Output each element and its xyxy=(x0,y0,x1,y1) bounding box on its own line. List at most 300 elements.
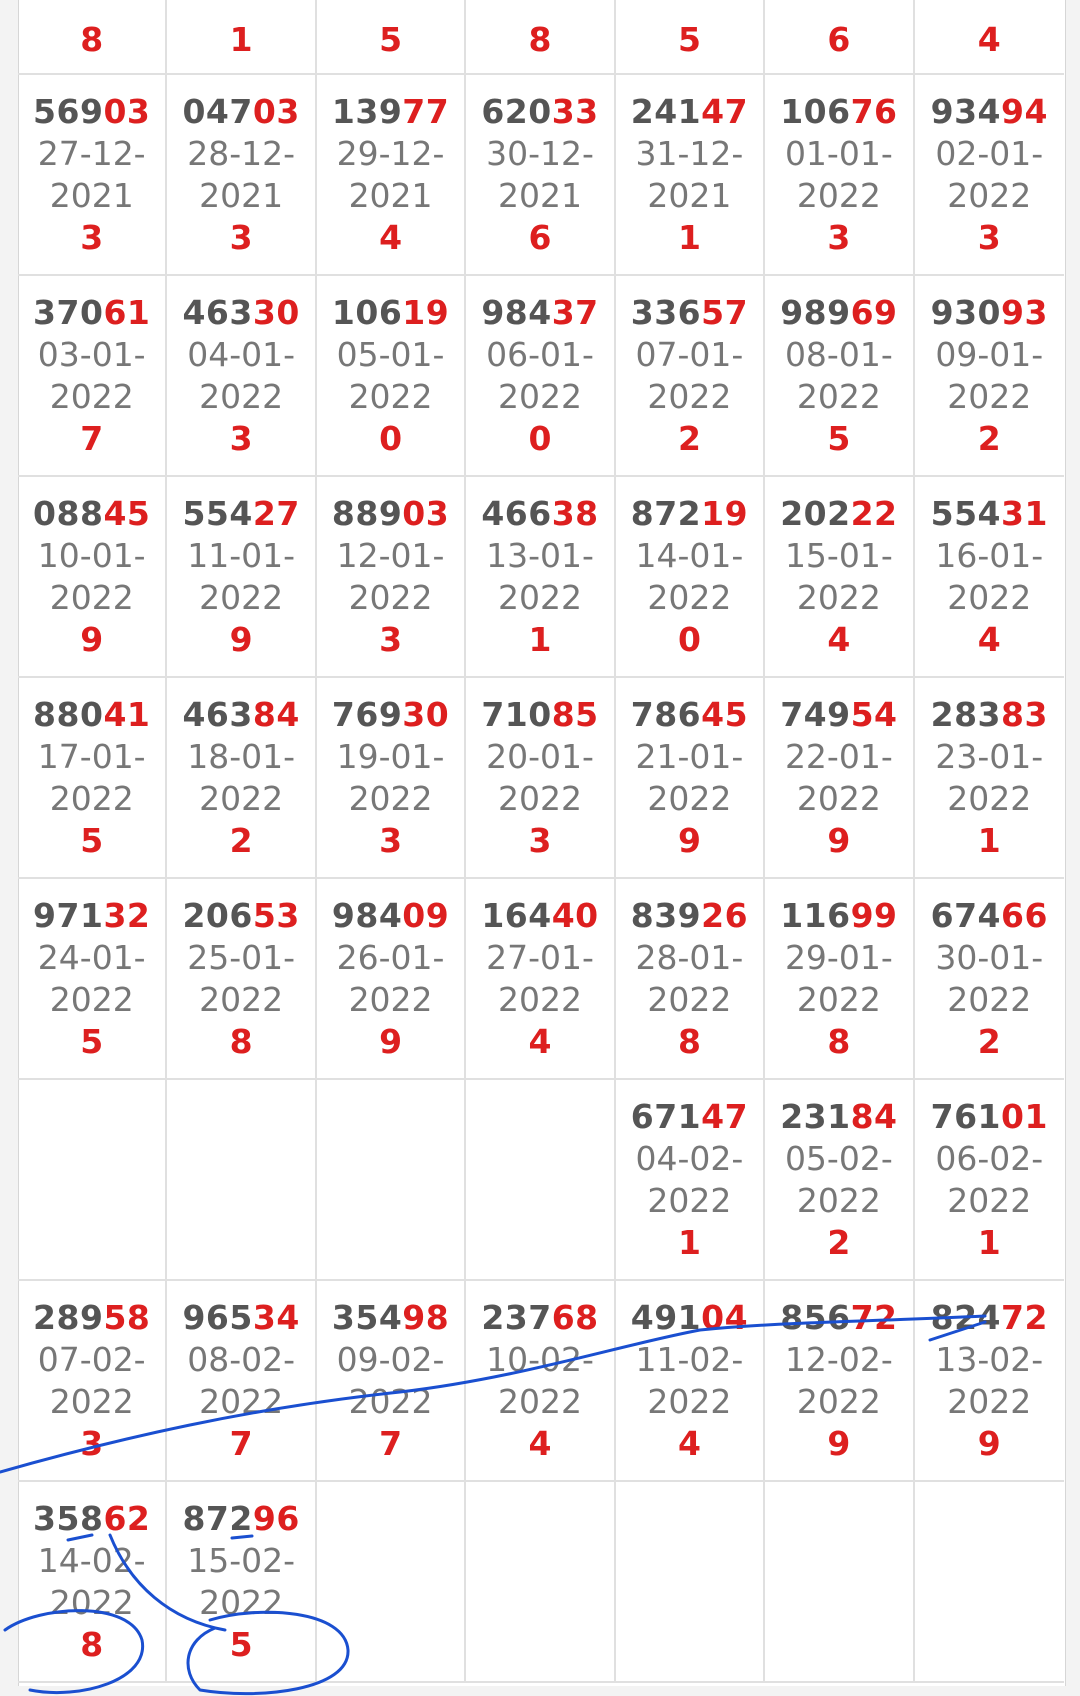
cell-sum: 5 xyxy=(827,418,851,458)
result-date-day-month: 11-02- xyxy=(635,1339,744,1379)
result-number xyxy=(780,694,897,736)
number-suffix: 61 xyxy=(103,292,151,332)
result-cell xyxy=(18,1281,167,1482)
result-date-day-month: 13-01- xyxy=(486,535,594,575)
number-prefix: 620 xyxy=(481,91,552,131)
result-cell xyxy=(18,276,167,477)
result-cell xyxy=(167,879,316,1080)
number-suffix: 53 xyxy=(252,895,300,935)
cell-sum: 3 xyxy=(528,820,552,860)
result-cell xyxy=(616,1281,765,1482)
cell-sum: 8 xyxy=(827,1021,851,1061)
number-suffix: 72 xyxy=(850,1297,898,1337)
result-date-year: 2021 xyxy=(49,175,134,215)
result-date-year: 2022 xyxy=(498,376,582,416)
result-date-day-month: 09-01- xyxy=(935,334,1044,374)
number-prefix: 674 xyxy=(930,895,1001,935)
number-prefix: 786 xyxy=(630,694,702,734)
result-number xyxy=(332,493,449,535)
result-date-year: 2021 xyxy=(498,175,582,215)
result-date-year: 2022 xyxy=(348,1381,433,1421)
number-suffix: 31 xyxy=(1001,493,1048,533)
result-cell xyxy=(616,477,765,678)
number-prefix: 749 xyxy=(780,694,851,734)
result-cell xyxy=(466,276,615,477)
number-suffix: 03 xyxy=(402,493,450,533)
result-number xyxy=(931,895,1048,937)
number-prefix: 989 xyxy=(780,292,851,332)
number-suffix: 96 xyxy=(252,1498,300,1538)
number-suffix: 04 xyxy=(701,1297,749,1337)
cell-sum: 3 xyxy=(229,418,253,458)
result-cell xyxy=(765,477,914,678)
result-date-day-month: 08-02- xyxy=(187,1339,296,1379)
result-date-year: 2022 xyxy=(947,979,1032,1019)
result-cell xyxy=(616,75,765,276)
number-suffix: 54 xyxy=(850,694,898,734)
result-date-day-month: 07-01- xyxy=(635,334,744,374)
number-prefix: 370 xyxy=(33,292,104,332)
number-prefix: 206 xyxy=(182,895,253,935)
result-number xyxy=(631,1096,748,1138)
number-prefix: 554 xyxy=(182,493,253,533)
number-suffix: 69 xyxy=(850,292,898,332)
result-date-year: 2021 xyxy=(199,175,284,215)
cell-sum: 1 xyxy=(977,1222,1001,1262)
result-date-day-month: 10-02- xyxy=(486,1339,594,1379)
result-cell xyxy=(915,879,1064,1080)
number-prefix: 354 xyxy=(331,1297,403,1337)
number-suffix: 30 xyxy=(402,694,450,734)
empty-cell xyxy=(317,1482,466,1683)
cell-sum: 3 xyxy=(977,217,1001,257)
empty-cell xyxy=(466,1482,615,1683)
number-prefix: 761 xyxy=(930,1096,1001,1136)
cell-sum: 3 xyxy=(80,1423,104,1463)
cell-sum: 5 xyxy=(229,1624,253,1664)
number-prefix: 139 xyxy=(331,91,403,131)
result-date-day-month: 05-02- xyxy=(784,1138,893,1178)
cell-sum: 4 xyxy=(827,619,851,659)
number-suffix: 33 xyxy=(551,91,599,131)
result-cell xyxy=(616,1080,765,1281)
number-suffix: 76 xyxy=(850,91,898,131)
result-date-year: 2022 xyxy=(348,979,433,1019)
result-date-day-month: 03-01- xyxy=(37,334,146,374)
result-number xyxy=(182,1297,299,1339)
result-date-year: 2022 xyxy=(647,778,732,818)
result-cell xyxy=(167,1281,316,1482)
result-date-year: 2022 xyxy=(647,1381,732,1421)
empty-cell xyxy=(915,1482,1064,1683)
cell-sum: 9 xyxy=(827,1423,851,1463)
partial-cell xyxy=(317,0,466,75)
result-number xyxy=(931,493,1048,535)
result-date-year: 2022 xyxy=(49,979,134,1019)
result-number xyxy=(631,1297,748,1339)
partial-cell xyxy=(167,0,316,75)
result-number xyxy=(481,694,598,736)
cell-sum: 9 xyxy=(977,1423,1001,1463)
number-prefix: 358 xyxy=(33,1498,104,1538)
cell-sum: 5 xyxy=(379,20,403,59)
number-prefix: 984 xyxy=(331,895,403,935)
result-date-year: 2022 xyxy=(49,1582,134,1622)
result-date-year: 2022 xyxy=(947,175,1032,215)
result-date-day-month: 23-01- xyxy=(935,736,1044,776)
result-cell xyxy=(616,276,765,477)
number-suffix: 85 xyxy=(551,694,599,734)
empty-cell xyxy=(616,1482,765,1683)
result-cell xyxy=(616,678,765,879)
number-suffix: 93 xyxy=(1001,292,1048,332)
cell-sum: 9 xyxy=(827,820,851,860)
number-prefix: 289 xyxy=(33,1297,104,1337)
number-suffix: 30 xyxy=(252,292,300,332)
number-prefix: 088 xyxy=(33,493,104,533)
number-prefix: 554 xyxy=(930,493,1001,533)
cell-sum: 4 xyxy=(977,20,1001,59)
result-date-day-month: 02-01- xyxy=(935,133,1044,173)
result-number xyxy=(33,292,150,334)
result-cell xyxy=(466,678,615,879)
number-suffix: 58 xyxy=(103,1297,151,1337)
cell-sum: 2 xyxy=(827,1222,851,1262)
result-number xyxy=(332,1297,449,1339)
result-cell xyxy=(915,1281,1064,1482)
empty-cell xyxy=(765,1482,914,1683)
result-number xyxy=(332,91,449,133)
result-date-year: 2022 xyxy=(49,376,134,416)
cell-sum: 9 xyxy=(379,1021,403,1061)
cell-sum: 8 xyxy=(80,20,104,59)
partial-cell xyxy=(18,0,167,75)
result-cell xyxy=(317,879,466,1080)
result-date-day-month: 24-01- xyxy=(37,937,146,977)
result-cell xyxy=(167,1482,316,1683)
cell-sum: 3 xyxy=(827,217,851,257)
result-date-day-month: 15-01- xyxy=(784,535,893,575)
number-suffix: 57 xyxy=(701,292,749,332)
result-cell xyxy=(765,1080,914,1281)
result-date-day-month: 09-02- xyxy=(336,1339,445,1379)
result-cell xyxy=(466,75,615,276)
result-number xyxy=(481,91,598,133)
result-number xyxy=(780,895,897,937)
cell-sum: 6 xyxy=(528,217,552,257)
result-date-year: 2022 xyxy=(647,979,732,1019)
result-cell xyxy=(915,75,1064,276)
cell-sum: 8 xyxy=(677,1021,701,1061)
results-grid xyxy=(18,0,1064,1683)
cell-sum: 1 xyxy=(229,20,253,59)
cell-sum: 7 xyxy=(229,1423,253,1463)
result-number xyxy=(631,895,748,937)
result-cell xyxy=(915,1080,1064,1281)
result-cell xyxy=(765,75,914,276)
result-cell xyxy=(466,879,615,1080)
number-suffix: 27 xyxy=(252,493,300,533)
result-date-day-month: 29-01- xyxy=(784,937,893,977)
result-number xyxy=(182,292,299,334)
result-number xyxy=(481,895,598,937)
number-prefix: 930 xyxy=(930,292,1001,332)
number-prefix: 106 xyxy=(331,292,403,332)
number-prefix: 106 xyxy=(780,91,851,131)
cell-sum: 9 xyxy=(677,820,701,860)
result-date-year: 2022 xyxy=(199,1582,284,1622)
number-prefix: 283 xyxy=(930,694,1001,734)
partial-cell xyxy=(915,0,1064,75)
number-suffix: 98 xyxy=(402,1297,450,1337)
result-number xyxy=(33,1498,150,1540)
number-suffix: 19 xyxy=(701,493,749,533)
result-cell xyxy=(317,477,466,678)
result-number xyxy=(780,1297,897,1339)
result-date-day-month: 12-01- xyxy=(336,535,445,575)
result-date-day-month: 31-12- xyxy=(635,133,744,173)
result-date-year: 2022 xyxy=(49,1381,134,1421)
result-cell xyxy=(167,678,316,879)
result-date-day-month: 13-02- xyxy=(935,1339,1044,1379)
result-number xyxy=(780,91,897,133)
cell-sum: 5 xyxy=(677,20,701,59)
result-cell xyxy=(915,477,1064,678)
result-date-year: 2022 xyxy=(348,577,433,617)
result-number xyxy=(33,91,150,133)
number-prefix: 047 xyxy=(182,91,253,131)
number-suffix: 40 xyxy=(551,895,599,935)
number-prefix: 880 xyxy=(33,694,104,734)
number-prefix: 336 xyxy=(630,292,702,332)
result-cell xyxy=(167,276,316,477)
number-suffix: 99 xyxy=(850,895,898,935)
number-suffix: 68 xyxy=(551,1297,599,1337)
number-suffix: 37 xyxy=(551,292,599,332)
number-suffix: 72 xyxy=(1001,1297,1048,1337)
cell-sum: 1 xyxy=(677,217,701,257)
result-cell xyxy=(466,1281,615,1482)
number-prefix: 202 xyxy=(780,493,851,533)
result-date-year: 2022 xyxy=(947,1180,1032,1220)
result-number xyxy=(33,493,150,535)
result-number xyxy=(182,895,299,937)
empty-cell xyxy=(466,1080,615,1281)
result-date-day-month: 30-01- xyxy=(935,937,1044,977)
result-number xyxy=(182,694,299,736)
cell-sum: 4 xyxy=(677,1423,701,1463)
result-date-day-month: 30-12- xyxy=(486,133,594,173)
result-number xyxy=(33,895,150,937)
number-prefix: 839 xyxy=(630,895,702,935)
result-number xyxy=(631,91,748,133)
result-cell xyxy=(167,75,316,276)
result-number xyxy=(631,493,748,535)
cell-sum: 1 xyxy=(977,820,1001,860)
result-cell xyxy=(765,678,914,879)
result-number xyxy=(931,91,1048,133)
number-suffix: 77 xyxy=(402,91,450,131)
result-date-year: 2022 xyxy=(796,979,881,1019)
number-prefix: 463 xyxy=(182,694,253,734)
result-date-year: 2022 xyxy=(498,979,582,1019)
number-prefix: 971 xyxy=(33,895,104,935)
number-prefix: 116 xyxy=(780,895,851,935)
result-date-year: 2022 xyxy=(947,376,1032,416)
number-suffix: 01 xyxy=(1001,1096,1048,1136)
result-cell xyxy=(167,477,316,678)
result-number xyxy=(33,1297,150,1339)
result-cell xyxy=(317,276,466,477)
result-number xyxy=(182,1498,299,1540)
result-date-year: 2022 xyxy=(796,1381,881,1421)
number-suffix: 19 xyxy=(402,292,450,332)
partial-cell xyxy=(616,0,765,75)
cell-sum: 9 xyxy=(80,619,104,659)
result-date-day-month: 22-01- xyxy=(784,736,893,776)
result-number xyxy=(780,493,897,535)
number-prefix: 769 xyxy=(331,694,403,734)
result-cell xyxy=(18,1482,167,1683)
result-number xyxy=(631,694,748,736)
result-number xyxy=(931,292,1048,334)
result-date-day-month: 25-01- xyxy=(187,937,296,977)
number-prefix: 934 xyxy=(930,91,1001,131)
number-suffix: 94 xyxy=(1001,91,1048,131)
result-date-day-month: 04-01- xyxy=(187,334,296,374)
result-cell xyxy=(317,75,466,276)
number-prefix: 164 xyxy=(481,895,552,935)
result-number xyxy=(481,493,598,535)
number-suffix: 45 xyxy=(701,694,749,734)
result-number xyxy=(33,694,150,736)
result-date-year: 2022 xyxy=(49,778,134,818)
result-date-day-month: 07-02- xyxy=(37,1339,146,1379)
cell-sum: 3 xyxy=(379,619,403,659)
cell-sum: 8 xyxy=(80,1624,104,1664)
result-date-year: 2022 xyxy=(199,577,284,617)
number-prefix: 463 xyxy=(182,292,253,332)
cell-sum: 0 xyxy=(528,418,552,458)
result-date-day-month: 15-02- xyxy=(187,1540,296,1580)
number-prefix: 710 xyxy=(481,694,552,734)
result-date-day-month: 10-01- xyxy=(37,535,146,575)
cell-sum: 8 xyxy=(229,1021,253,1061)
result-date-year: 2022 xyxy=(796,376,881,416)
result-date-year: 2022 xyxy=(199,778,284,818)
result-date-year: 2022 xyxy=(199,979,284,1019)
result-cell xyxy=(466,477,615,678)
result-cell xyxy=(765,879,914,1080)
number-prefix: 671 xyxy=(630,1096,702,1136)
result-date-year: 2022 xyxy=(647,1180,732,1220)
number-prefix: 889 xyxy=(331,493,403,533)
result-cell xyxy=(18,678,167,879)
number-suffix: 47 xyxy=(701,1096,749,1136)
cell-sum: 3 xyxy=(80,217,104,257)
number-suffix: 34 xyxy=(252,1297,300,1337)
result-number xyxy=(481,1297,598,1339)
result-date-day-month: 18-01- xyxy=(187,736,296,776)
result-cell xyxy=(317,1281,466,1482)
cell-sum: 3 xyxy=(379,820,403,860)
result-date-year: 2022 xyxy=(796,1180,881,1220)
result-cell xyxy=(317,678,466,879)
result-cell xyxy=(18,879,167,1080)
result-number xyxy=(332,694,449,736)
result-date-year: 2022 xyxy=(947,778,1032,818)
result-date-year: 2022 xyxy=(199,376,284,416)
number-suffix: 32 xyxy=(103,895,151,935)
result-number xyxy=(931,1096,1048,1138)
result-date-day-month: 19-01- xyxy=(336,736,445,776)
result-number xyxy=(780,1096,897,1138)
result-date-year: 2022 xyxy=(947,1381,1032,1421)
result-date-day-month: 04-02- xyxy=(635,1138,744,1178)
cell-sum: 4 xyxy=(528,1021,552,1061)
cell-sum: 9 xyxy=(229,619,253,659)
result-date-day-month: 28-01- xyxy=(635,937,744,977)
result-date-day-month: 20-01- xyxy=(486,736,594,776)
result-date-day-month: 16-01- xyxy=(935,535,1044,575)
result-number xyxy=(931,694,1048,736)
result-date-year: 2022 xyxy=(498,778,582,818)
result-date-day-month: 17-01- xyxy=(37,736,146,776)
result-date-day-month: 27-01- xyxy=(486,937,594,977)
number-suffix: 83 xyxy=(1001,694,1048,734)
number-suffix: 22 xyxy=(850,493,898,533)
number-prefix: 984 xyxy=(481,292,552,332)
number-prefix: 491 xyxy=(630,1297,702,1337)
result-cell xyxy=(915,276,1064,477)
number-suffix: 26 xyxy=(701,895,749,935)
empty-cell xyxy=(317,1080,466,1281)
number-prefix: 241 xyxy=(630,91,702,131)
number-prefix: 856 xyxy=(780,1297,851,1337)
cell-sum: 5 xyxy=(80,1021,104,1061)
empty-cell xyxy=(18,1080,167,1281)
result-date-day-month: 06-01- xyxy=(486,334,594,374)
number-suffix: 47 xyxy=(701,91,749,131)
number-suffix: 84 xyxy=(850,1096,898,1136)
number-suffix: 03 xyxy=(103,91,151,131)
result-number xyxy=(481,292,598,334)
result-date-year: 2022 xyxy=(796,175,881,215)
result-date-year: 2022 xyxy=(796,577,881,617)
result-date-year: 2022 xyxy=(498,577,582,617)
cell-sum: 1 xyxy=(528,619,552,659)
result-cell xyxy=(765,276,914,477)
cell-sum: 7 xyxy=(379,1423,403,1463)
number-prefix: 231 xyxy=(780,1096,851,1136)
result-cell xyxy=(18,75,167,276)
cell-sum: 4 xyxy=(977,619,1001,659)
result-cell xyxy=(765,1281,914,1482)
number-suffix: 38 xyxy=(551,493,599,533)
number-suffix: 03 xyxy=(252,91,300,131)
number-prefix: 965 xyxy=(182,1297,253,1337)
number-suffix: 84 xyxy=(252,694,300,734)
partial-cell xyxy=(466,0,615,75)
cell-sum: 5 xyxy=(80,820,104,860)
number-prefix: 569 xyxy=(33,91,104,131)
number-suffix: 62 xyxy=(103,1498,151,1538)
number-prefix: 872 xyxy=(630,493,702,533)
result-date-year: 2022 xyxy=(199,1381,284,1421)
cell-sum: 6 xyxy=(827,20,851,59)
result-date-year: 2022 xyxy=(647,577,732,617)
cell-sum: 2 xyxy=(977,1021,1001,1061)
